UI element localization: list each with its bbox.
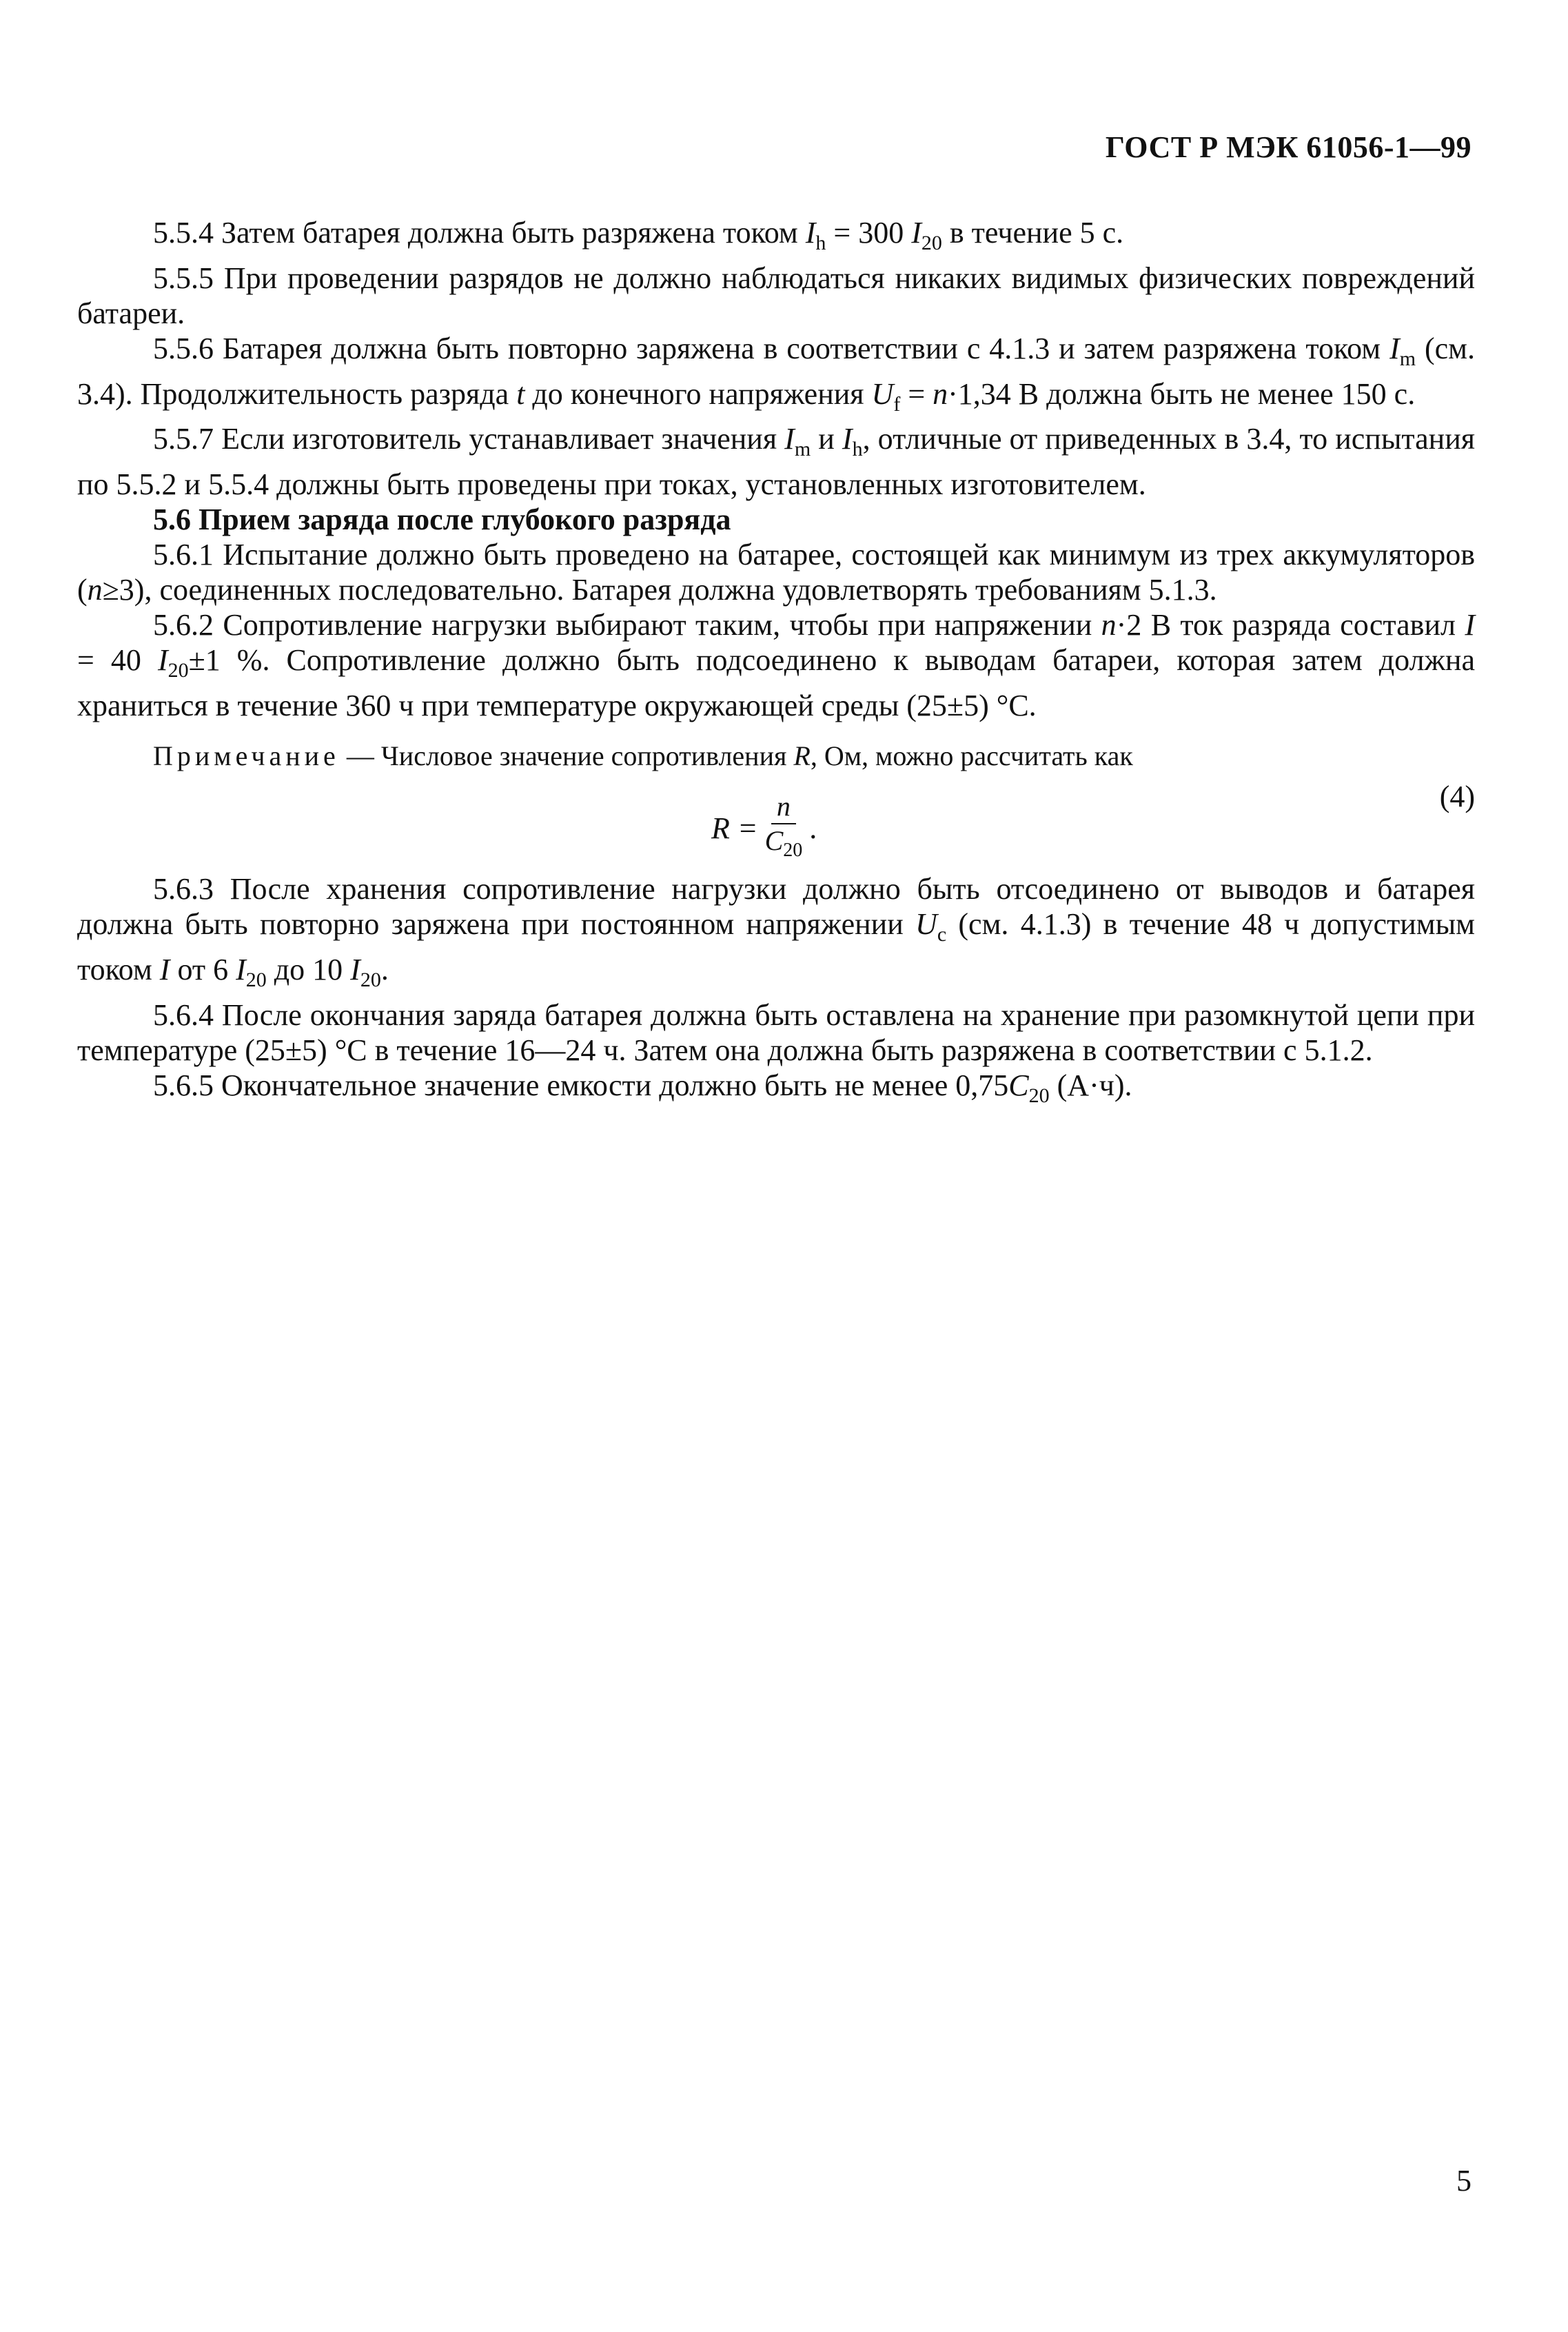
equation-number: (4) xyxy=(1439,779,1475,813)
note-text: — Числовое значение сопротивления R, Ом, можно рассчитать как xyxy=(339,740,1133,771)
paragraph-5-6-5-text: 5.6.5 Окончательное значение емкости должно быть не менее $0,75C_{20}$ (А·ч). xyxy=(153,1068,1132,1107)
paragraph-5-6-2-text: 5.6.2 Сопротивление нагрузки выбирают таким, чтобы при напряжении n·2 В ток разряда составил I = 40 $I_{20}\pm 1$ %. Сопротивление должно быть подсоединено к выводам батареи, которая затем должна храниться в течение 360 ч при температуре окружающей среды (25±5) °С. xyxy=(77,608,1475,722)
formula-denominator-sub: 20 xyxy=(783,839,803,861)
note xyxy=(77,738,1475,773)
paragraph-5-5-6-text: 5.5.6 Батарея должна быть повторно заряжена в соответствии с 4.1.3 и затем разряжена током $I_m$ (см. 3.4). Продолжительность разряда t до конечного напряжения $U_f = n\cdot 1,34$ В должна быть не менее 150 с. xyxy=(77,331,1475,416)
formula-4 xyxy=(77,779,1475,862)
paragraph-5-5-5: 5.5.5 При проведении разрядов не должно наблюдаться никаких видимых физических повреждений батареи. xyxy=(77,261,1475,330)
paragraph-5-5-4-text: 5.5.4 Затем батарея должна быть разряжена током $I_h = 300$ $I_{20}$ в течение 5 с. xyxy=(153,216,1124,254)
paragraph-5-6-2 xyxy=(77,607,1475,723)
paragraph-5-6-4: 5.6.4 После окончания заряда батарея должна быть оставлена на хранение при разомкнутой цепи при температуре (25±5) °С в течение 16—24 ч. Затем она должна быть разряжена в соответствии с 5.1.2. xyxy=(77,997,1475,1067)
paragraph-5-5-7 xyxy=(77,421,1475,502)
formula-expression xyxy=(711,791,817,866)
paragraph-5-6-1-text: 5.6.1 Испытание должно быть проведено на батарее, состоящей как минимум из трех аккумуляторов (n≥3), соединенных последовательно. Батарея должна удовлетворять требованиям 5.1.3. xyxy=(77,538,1475,607)
page-number: 5 xyxy=(1456,2164,1472,2198)
paragraph-5-6-3 xyxy=(77,871,1475,997)
document-body xyxy=(77,215,1475,1113)
formula-trail: . xyxy=(809,811,817,846)
paragraph-5-5-6 xyxy=(77,331,1475,422)
formula-numerator: n xyxy=(771,791,796,824)
section-heading-5-6: 5.6 Прием заряда после глубокого разряда xyxy=(153,503,731,537)
paragraph-5-6-1 xyxy=(77,537,1475,607)
document-code-header: ГОСТ Р МЭК 61056-1—99 xyxy=(1105,130,1472,164)
note-label: Примечание xyxy=(153,740,340,771)
paragraph-5-5-7-text: 5.5.7 Если изготовитель устанавливает значения $I_m$ и $I_h$, отличные от приведенных в 3.4, то испытания по 5.5.2 и 5.5.4 должны быть проведены при токах, установленных изготовителем. xyxy=(77,422,1476,502)
formula-denominator-symbol: C xyxy=(764,824,784,856)
paragraph-5-5-4 xyxy=(77,215,1475,261)
formula-fraction xyxy=(765,791,803,866)
paragraph-5-6-3-text: 5.6.3 После хранения сопротивление нагрузки должно быть отсоединено от выводов и батарея должна быть повторно заряжена при постоянном напряжении $U_c$ (см. 4.1.3) в течение 48 ч допустимым током I от 6 $I_{20}$ до 10 $I_{20}$. xyxy=(77,871,1476,991)
paragraph-5-6-5 xyxy=(77,1068,1475,1113)
formula-lhs: R = xyxy=(711,811,758,846)
formula-denominator xyxy=(765,824,803,866)
